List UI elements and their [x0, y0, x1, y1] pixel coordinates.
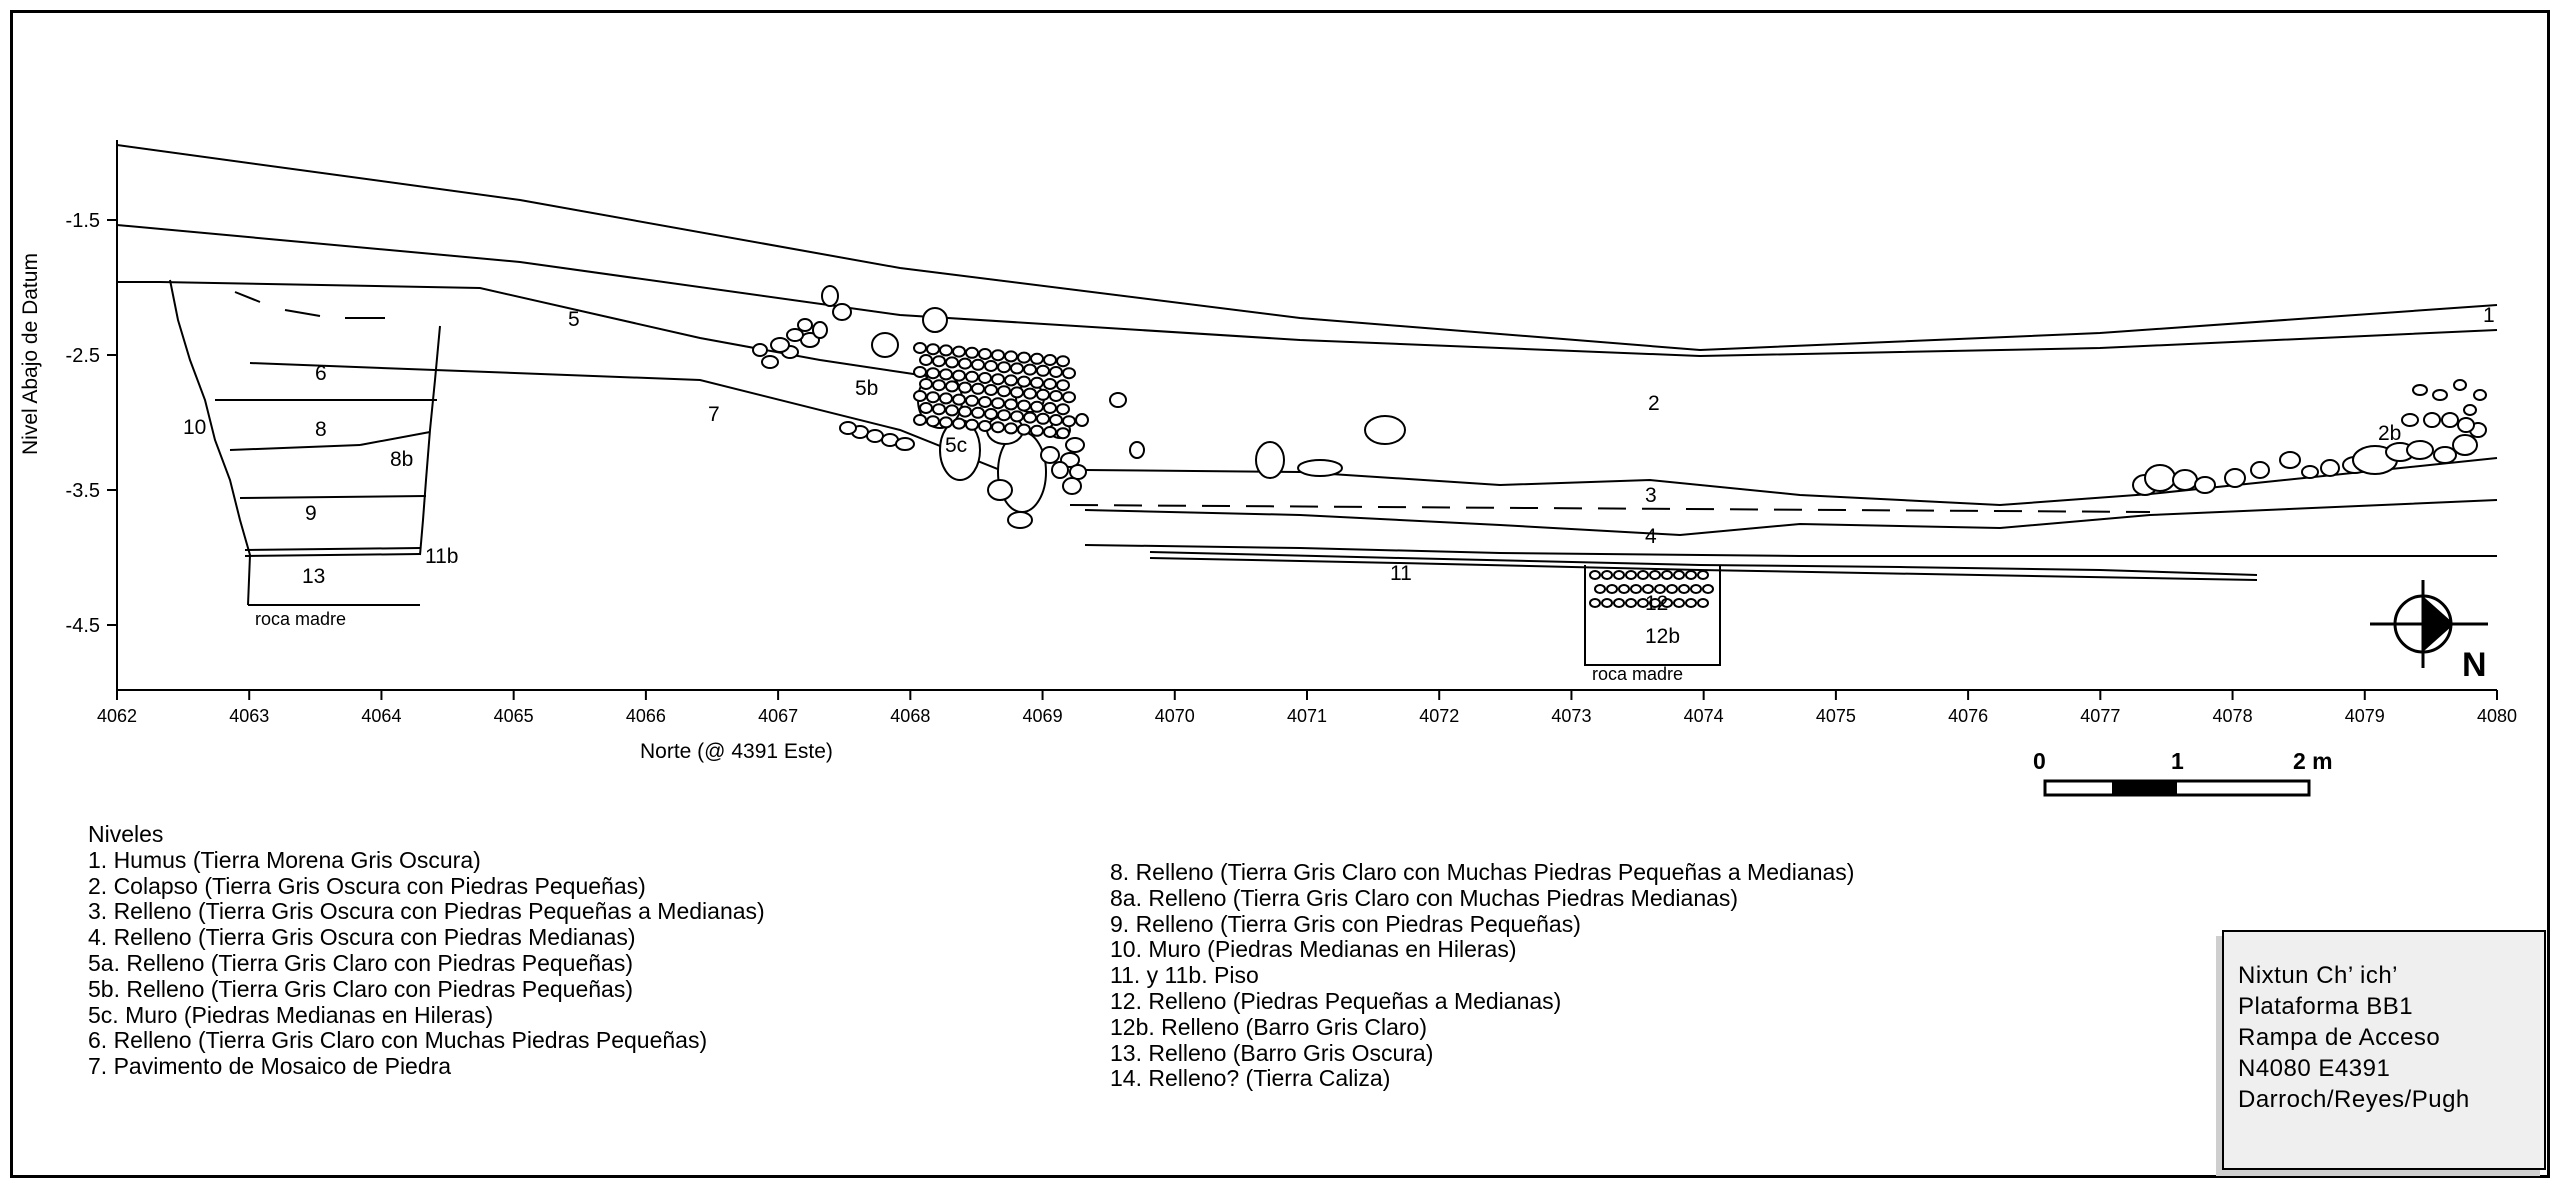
stone-small: [1595, 585, 1605, 593]
legend-item: 4. Relleno (Tierra Gris Oscura con Piedras Medianas): [88, 924, 636, 951]
x-tick-label: 4064: [361, 706, 402, 726]
stone-small: [1698, 599, 1708, 607]
stone-small: [940, 393, 952, 403]
stone-small: [1703, 585, 1713, 593]
stone-small: [1005, 351, 1017, 361]
legend-right-column: [1110, 860, 1854, 1092]
x-tick-label: 4063: [229, 706, 270, 726]
stone-small: [1057, 428, 1069, 438]
stone: [1052, 462, 1068, 478]
stone-small: [1018, 401, 1030, 411]
stone: [872, 333, 898, 357]
stone-small: [1662, 571, 1672, 579]
legend-item: 12. Relleno (Piedras Pequeñas a Medianas): [1110, 987, 1562, 1014]
stone-small: [940, 369, 952, 379]
stone-small: [1037, 390, 1049, 400]
legend-item: 2. Colapso (Tierra Gris Oscura con Piedras Pequeñas): [88, 872, 646, 899]
y-tick-labels: [66, 210, 100, 637]
stone-small: [1024, 413, 1036, 423]
stone-small: [920, 355, 932, 365]
north-arrow: [2370, 580, 2488, 684]
stone: [1110, 393, 1126, 407]
x-tick-label: 4065: [493, 706, 534, 726]
stone: [2321, 460, 2339, 476]
stone-small: [1686, 599, 1696, 607]
x-tick-labels: [97, 706, 2517, 726]
stone-small: [1063, 416, 1075, 426]
legend-item: 9. Relleno (Tierra Gris con Piedras Pequeñas): [1110, 910, 1581, 937]
stone-small: [1050, 367, 1062, 377]
x-tick-label: 4068: [890, 706, 931, 726]
stone-small: [940, 417, 952, 427]
stone-small: [1031, 426, 1043, 436]
stone-small: [992, 350, 1004, 360]
scale-label-0: 0: [2033, 748, 2046, 774]
stone-small: [966, 396, 978, 406]
stone-small: [972, 360, 984, 370]
stone: [2145, 465, 2175, 491]
title-block-line: Nixtun Ch’ ich’: [2238, 962, 2398, 989]
stone-small: [1626, 571, 1636, 579]
stone: [2407, 441, 2433, 459]
stone-small: [966, 372, 978, 382]
stone-small: [1674, 571, 1684, 579]
stone: [762, 356, 778, 368]
stone-small: [920, 403, 932, 413]
stone-small: [914, 415, 926, 425]
stone-small: [1590, 599, 1600, 607]
label-8b: 8b: [390, 448, 414, 471]
stone-small: [1005, 375, 1017, 385]
pit-line-8b: [360, 432, 430, 445]
legend-item: 5b. Relleno (Tierra Gris Claro con Piedras Pequeñas): [88, 975, 634, 1002]
legend-item: 14. Relleno? (Tierra Caliza): [1110, 1065, 1391, 1092]
stone: [2195, 477, 2215, 493]
right-pit-outline: [1585, 565, 1720, 665]
stone-small: [914, 343, 926, 353]
stone-small: [1698, 571, 1708, 579]
stone-small: [1050, 391, 1062, 401]
stone: [2433, 390, 2447, 400]
label-3: 3: [1645, 484, 1657, 507]
label-6: 6: [315, 362, 327, 385]
x-tick-label: 4067: [758, 706, 799, 726]
stone-small: [927, 368, 939, 378]
legend-item: 1. Humus (Tierra Morena Gris Oscura): [88, 846, 481, 873]
x-tick-label: 4075: [1815, 706, 1856, 726]
legend-item: 12b. Relleno (Barro Gris Claro): [1110, 1013, 1428, 1040]
stone-small: [979, 397, 991, 407]
stones: [753, 286, 2486, 607]
stone-small: [1602, 571, 1612, 579]
stone: [2413, 385, 2427, 395]
stone-small: [979, 349, 991, 359]
label-11: 11: [1390, 562, 1412, 585]
stone-small: [914, 391, 926, 401]
dashed-line-3: [1070, 505, 2150, 512]
layer7-line: [250, 363, 1025, 502]
title-block-line: Rampa de Acceso: [2238, 1024, 2441, 1051]
title-block-line: N4080 E4391: [2238, 1055, 2391, 1082]
label-5c: 5c: [945, 434, 968, 457]
left-pit-outline: [170, 280, 250, 605]
stone-small: [992, 398, 1004, 408]
stone: [787, 329, 803, 341]
surface-line: [117, 145, 2497, 350]
x-tick-label: 4078: [2212, 706, 2253, 726]
stone: [2280, 452, 2300, 468]
label-7: 7: [708, 403, 720, 426]
stone-small: [1614, 599, 1624, 607]
stone-small: [933, 356, 945, 366]
stone-small: [933, 380, 945, 390]
stone: [1063, 478, 1081, 494]
stone-small: [1005, 399, 1017, 409]
label-5: 5: [568, 308, 580, 331]
stone-small: [1018, 425, 1030, 435]
stone-small: [927, 416, 939, 426]
y-tick-label: -3.5: [65, 480, 100, 502]
label-4: 4: [1645, 525, 1657, 548]
stone-small: [927, 344, 939, 354]
stone-small: [1024, 389, 1036, 399]
stone: [2458, 418, 2474, 432]
scale-bar: [2033, 748, 2333, 795]
scale-label-1: 1: [2171, 748, 2184, 774]
stone: [1365, 416, 1405, 444]
label-roca-madre-right: roca madre: [1592, 664, 1684, 684]
stone-small: [1626, 599, 1636, 607]
stone-small: [1044, 427, 1056, 437]
stone-small: [1031, 402, 1043, 412]
stone-small: [1057, 356, 1069, 366]
stone: [2434, 447, 2456, 463]
x-tick-label: 4076: [1948, 706, 1989, 726]
stone-small: [1031, 378, 1043, 388]
stone: [988, 480, 1012, 500]
stone: [1008, 512, 1032, 528]
stone: [2454, 380, 2466, 390]
stone-small: [1011, 411, 1023, 421]
stone: [2442, 413, 2458, 427]
stone: [1130, 442, 1144, 458]
stone-small: [946, 357, 958, 367]
legend-item: 5c. Muro (Piedras Medianas en Hileras): [88, 1001, 494, 1028]
stone-small: [1024, 365, 1036, 375]
label-11b: 11b: [425, 545, 459, 568]
stone-small: [979, 421, 991, 431]
stone-small: [1044, 379, 1056, 389]
stone-small: [1590, 571, 1600, 579]
stone-small: [1667, 585, 1677, 593]
stone-small: [1050, 415, 1062, 425]
x-tick-label: 4066: [625, 706, 666, 726]
stone-small: [998, 410, 1010, 420]
stone-small: [927, 392, 939, 402]
stone-small: [1631, 585, 1641, 593]
stone: [867, 430, 883, 442]
stone-small: [953, 419, 965, 429]
stone-small: [992, 374, 1004, 384]
north-label: N: [2462, 646, 2487, 684]
label-2: 2: [1648, 392, 1660, 415]
stone-small: [1011, 363, 1023, 373]
stone-small: [1619, 585, 1629, 593]
label-5b: 5b: [855, 377, 879, 400]
legend-item: 6. Relleno (Tierra Gris Claro con Muchas Piedras Pequeñas): [88, 1027, 708, 1054]
label-2b: 2b: [2378, 422, 2402, 445]
stone-small: [1057, 404, 1069, 414]
stone-small: [959, 359, 971, 369]
y-tick-label: -2.5: [65, 345, 100, 367]
stone-small: [985, 409, 997, 419]
stone-small: [920, 379, 932, 389]
stone-small: [933, 404, 945, 414]
stone: [2251, 462, 2269, 478]
stone-small: [985, 385, 997, 395]
stone-small: [1607, 585, 1617, 593]
stone-small: [1691, 585, 1701, 593]
stone-small: [1018, 353, 1030, 363]
stone-small: [959, 407, 971, 417]
stone-small: [914, 367, 926, 377]
stone: [2424, 413, 2440, 427]
stone-small: [1650, 571, 1660, 579]
stone: [813, 322, 827, 338]
stone: [822, 286, 838, 306]
pit-line-13: [245, 554, 420, 556]
stone: [2402, 414, 2418, 426]
y-tick-label: -4.5: [65, 615, 100, 637]
stone-small: [959, 383, 971, 393]
stone-small: [953, 395, 965, 405]
layer-boundaries: [117, 145, 2497, 665]
stone: [896, 438, 914, 450]
axes: [107, 140, 2497, 700]
stone-small: [946, 381, 958, 391]
stone-small: [979, 373, 991, 383]
stone-small: [940, 345, 952, 355]
stone: [2474, 390, 2486, 400]
layer4-base: [1085, 545, 2497, 556]
left-pit-right-wall: [420, 326, 440, 555]
x-tick-label: 4069: [1022, 706, 1063, 726]
stone-small: [1679, 585, 1689, 593]
stone: [840, 422, 856, 434]
stone: [2453, 435, 2477, 455]
stone-small: [953, 347, 965, 357]
scale-label-2m: 2 m: [2293, 748, 2333, 774]
legend-item: 10. Muro (Piedras Medianas en Hileras): [1110, 936, 1517, 963]
label-9: 9: [305, 502, 317, 525]
stone-small: [953, 371, 965, 381]
stone: [2173, 470, 2197, 490]
x-tick-label: 4071: [1286, 706, 1328, 726]
stone-small: [1674, 599, 1684, 607]
title-block-line: Darroch/Reyes/Pugh: [2238, 1086, 2470, 1113]
legend-item: 5a. Relleno (Tierra Gris Claro con Piedras Pequeñas): [88, 949, 634, 976]
stone: [1298, 460, 1342, 476]
legend-item: 8. Relleno (Tierra Gris Claro con Muchas Piedras Pequeñas a Medianas): [1110, 859, 1855, 885]
stone-small: [985, 361, 997, 371]
stone: [1076, 414, 1088, 426]
label-12b: 12b: [1645, 625, 1681, 648]
stone: [1041, 447, 1059, 463]
x-tick-label: 4062: [96, 706, 138, 726]
title-block: [2222, 930, 2546, 1170]
label-13: 13: [302, 565, 326, 588]
stone: [1256, 442, 1284, 478]
stone: [2302, 466, 2318, 478]
layer4-top: [1085, 500, 2497, 535]
stone: [2464, 405, 2476, 415]
legend-item: 13. Relleno (Barro Gris Oscura): [1110, 1039, 1434, 1066]
stone-small: [998, 386, 1010, 396]
stone: [771, 338, 789, 352]
stone-small: [1037, 366, 1049, 376]
x-tick-label: 4079: [2344, 706, 2385, 726]
x-tick-label: 4077: [2080, 706, 2121, 726]
stone-small: [972, 408, 984, 418]
y-tick-label: -1.5: [65, 210, 100, 232]
pit-line-11b: [245, 548, 420, 550]
stone-small: [998, 362, 1010, 372]
stone: [1070, 465, 1086, 479]
x-tick-label: 4072: [1419, 706, 1460, 726]
label-12: 12: [1645, 592, 1669, 615]
pit-line-8: [230, 445, 360, 450]
x-tick-label: 4073: [1551, 706, 1592, 726]
x-tick-label: 4074: [1683, 706, 1724, 726]
stone-small: [1614, 571, 1624, 579]
stone-small: [1031, 354, 1043, 364]
legend-item: 7. Pavimento de Mosaico de Piedra: [88, 1053, 452, 1080]
stone-small: [1638, 571, 1648, 579]
label-1: 1: [2483, 304, 2495, 327]
y-axis-title: Nivel Abajo de Datum: [19, 253, 42, 455]
legend-title: Niveles: [88, 821, 164, 847]
stone-small: [946, 405, 958, 415]
stone-small: [1018, 377, 1030, 387]
stone-small: [1686, 571, 1696, 579]
legend-item: 11. y 11b. Piso: [1110, 962, 1259, 989]
label-8: 8: [315, 418, 327, 441]
stone-small: [1602, 599, 1612, 607]
x-axis-title: Norte (@ 4391 Este): [640, 740, 833, 763]
stone-small: [1044, 403, 1056, 413]
pit-line-9: [240, 496, 426, 498]
x-tick-label: 4070: [1154, 706, 1195, 726]
humus-base-line: [117, 225, 2497, 356]
legend-item: 8a. Relleno (Tierra Gris Claro con Muchas Piedras Medianas): [1110, 884, 1739, 911]
stone-small: [966, 420, 978, 430]
legend-left-column: [88, 822, 765, 1080]
label-roca-madre-left: roca madre: [255, 609, 347, 629]
stone: [753, 344, 767, 356]
stone-small: [1005, 423, 1017, 433]
x-tick-label: 4080: [2476, 706, 2518, 726]
stone-small: [1063, 392, 1075, 402]
stone-small: [1044, 355, 1056, 365]
label-10: 10: [183, 416, 207, 439]
dashed-line-upper: [235, 292, 385, 318]
stone: [2225, 469, 2245, 487]
title-block-line: Plataforma BB1: [2238, 993, 2414, 1020]
stone: [1066, 438, 1084, 452]
stone: [798, 319, 812, 331]
stone-small: [992, 422, 1004, 432]
stone: [923, 308, 947, 332]
stone-small: [1037, 414, 1049, 424]
stone: [833, 304, 851, 320]
legend-item: 3. Relleno (Tierra Gris Oscura con Piedras Pequeñas a Medianas): [88, 898, 765, 925]
stone-small: [1063, 368, 1075, 378]
stone-small: [1011, 387, 1023, 397]
stone-small: [966, 348, 978, 358]
stone-small: [972, 384, 984, 394]
stone-small: [1057, 380, 1069, 390]
